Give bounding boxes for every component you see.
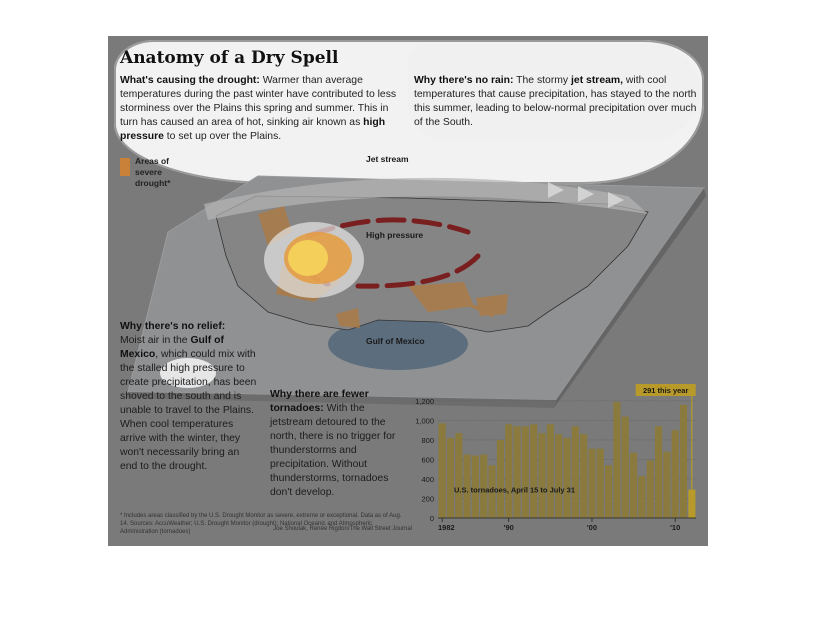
relief-text-c: When cool temperatures arrive with the winter, they won't necessarily bring an end to the drought. <box>120 419 241 472</box>
bar <box>555 434 562 518</box>
cause-bold: high pressure <box>120 117 386 142</box>
annotation-label: 291 this year <box>642 386 689 395</box>
bar <box>663 452 670 518</box>
cause-text-a: Warmer than average temperatures during the past winter have contributed to less storminess over the Plains this spring and summer. This in turn has caused an area of hot, sinking air known as <box>120 75 397 128</box>
bar <box>622 416 629 518</box>
bar <box>638 476 645 518</box>
y-tick-label: 400 <box>421 474 434 484</box>
y-tick-label: 800 <box>421 435 434 445</box>
bar <box>613 402 620 518</box>
bar <box>630 453 637 518</box>
x-tick-label: '90 <box>503 523 514 532</box>
high-pressure-label: High pressure <box>366 230 424 240</box>
gulf-label: Gulf of Mexico <box>366 336 425 346</box>
norain-paragraph <box>414 74 698 130</box>
legend-label: Areas of severe drought* <box>135 156 171 188</box>
tornado-heading: Why there are fewer tornadoes: <box>270 389 369 414</box>
infographic <box>108 36 708 546</box>
y-tick-label: 0 <box>429 514 434 523</box>
bar <box>647 460 654 518</box>
bar <box>572 426 579 518</box>
bar <box>514 426 521 518</box>
bar <box>447 438 454 518</box>
bar <box>547 424 554 518</box>
bar <box>580 434 587 518</box>
norain-bold: jet stream, <box>571 75 624 86</box>
bar <box>655 426 662 518</box>
credit: Joe Shoulak, Renée Rigdon/The Wall Street Journal <box>273 526 412 532</box>
jet-stream-label: Jet stream <box>366 154 409 164</box>
norain-text-b: with cool temperatures that cause precipitation, has stayed to the north this summer, leading to below-normal precipitation over much of the South. <box>414 75 697 128</box>
bar <box>522 426 529 518</box>
bar <box>538 433 545 518</box>
tornado-chart <box>404 384 700 540</box>
bar <box>439 423 446 518</box>
bar <box>605 465 612 518</box>
bar <box>680 405 687 518</box>
tornado-paragraph <box>270 388 400 500</box>
relief-paragraph <box>120 320 258 474</box>
norain-heading: Why there's no rain: <box>414 75 514 86</box>
y-tick-label: 1,200 <box>415 396 434 406</box>
cause-paragraph <box>120 74 402 144</box>
y-tick-label: 200 <box>421 494 434 504</box>
bar <box>688 490 695 518</box>
bar <box>672 430 679 518</box>
x-tick-label: '00 <box>586 523 598 532</box>
hot-air-inner <box>288 240 328 276</box>
x-tick-label: 1982 <box>438 523 455 532</box>
infographic-title: Anatomy of a Dry Spell <box>120 48 339 68</box>
tornado-text: With the jetstream detoured to the north, there is no trigger for thunderstorms and precipitation. Without thunderstorms, tornadoes don't develop. <box>270 403 396 498</box>
bar <box>563 438 570 518</box>
cause-text-b: to set up over the Plains. <box>163 131 282 142</box>
relief-heading: Why there's no relief: <box>120 321 226 332</box>
relief-text-a: Moist air in the <box>120 335 191 346</box>
bar <box>505 424 512 518</box>
bar <box>455 433 462 518</box>
x-tick-label: '10 <box>670 523 681 532</box>
legend-swatch <box>120 158 130 176</box>
bar <box>530 424 537 518</box>
relief-text-b: , which could mix with the stalled high pressure to create precipitation, has been shoved to the south and is unable to travel to the Plains. <box>120 349 257 416</box>
bar <box>588 449 595 518</box>
cause-heading: What's causing the drought: <box>120 75 260 86</box>
footnote: * Includes areas classified by the U.S. Drought Monitor as severe, extreme or exceptional. Data as of Aug. 14. Sources: AccuWeather; U.S. Drought Monitor (drought); National Oceanic and Atmospheric Administration (tornadoes) <box>120 513 402 535</box>
bar <box>497 440 504 518</box>
relief-bold: Gulf of Mexico <box>120 335 224 360</box>
norain-text-a: The stormy <box>513 75 572 86</box>
chart-title: U.S. tornadoes, April 15 to July 31 <box>454 485 576 495</box>
y-tick-label: 1,000 <box>415 416 434 426</box>
bar <box>597 449 604 518</box>
y-tick-label: 600 <box>421 455 434 465</box>
